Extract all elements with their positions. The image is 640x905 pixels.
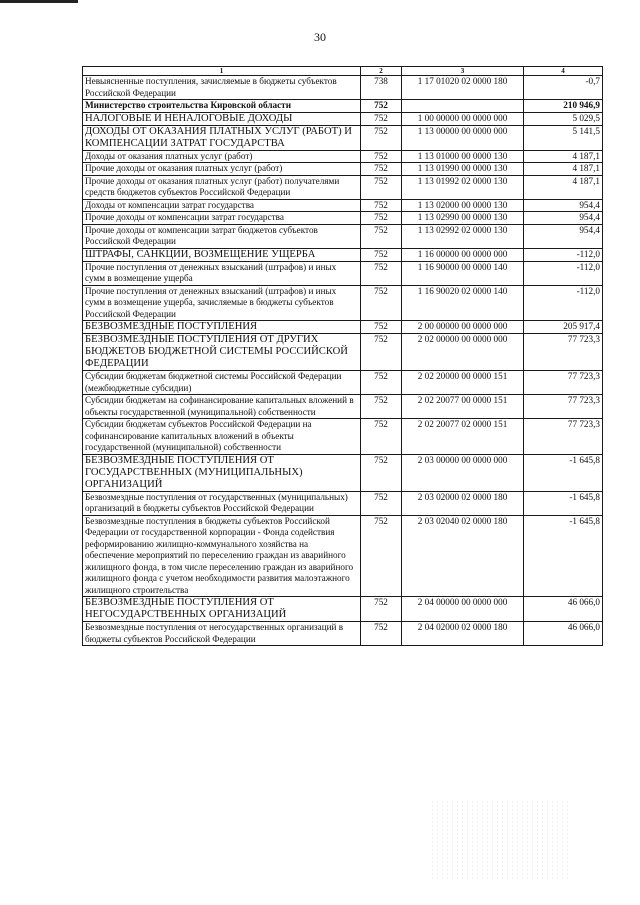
row-admin-code-cell: 752 [361, 248, 402, 261]
row-admin-code-cell: 752 [361, 100, 402, 113]
table-row [83, 285, 603, 321]
row-amount-cell: -112,0 [524, 285, 603, 321]
row-name-cell: Безвозмездные поступления от государственных (муниципальных) организаций в бюджеты субъектов Российской Федерации [83, 491, 361, 515]
row-amount-cell: 46 066,0 [524, 597, 603, 622]
page-number: 30 [314, 30, 326, 44]
row-amount-cell: 4 187,1 [524, 163, 603, 176]
row-name-cell: Прочие поступления от денежных взысканий (штрафов) и иных сумм в возмещение ущерба [83, 261, 361, 285]
row-name-cell: Прочие доходы от компенсации затрат государства [83, 212, 361, 225]
row-admin-code-cell: 752 [361, 371, 402, 395]
row-amount-cell: -1 645,8 [524, 491, 603, 515]
row-admin-code-cell: 752 [361, 261, 402, 285]
row-budget-code-cell: 1 13 01992 02 0000 130 [402, 175, 524, 199]
scan-noise [430, 800, 570, 880]
table-row [83, 112, 603, 125]
table-row [83, 224, 603, 248]
row-budget-code-cell: 1 17 01020 02 0000 180 [402, 76, 524, 100]
table-row [83, 248, 603, 261]
row-budget-code-cell [402, 100, 524, 113]
row-budget-code-cell: 2 04 00000 00 0000 000 [402, 597, 524, 622]
row-budget-code-cell: 1 13 01990 00 0000 130 [402, 163, 524, 176]
row-admin-code-cell: 752 [361, 150, 402, 163]
row-budget-code-cell: 2 02 20000 00 0000 151 [402, 371, 524, 395]
row-budget-code-cell: 2 04 02000 02 0000 180 [402, 622, 524, 646]
row-admin-code-cell: 752 [361, 175, 402, 199]
row-admin-code-cell: 752 [361, 419, 402, 455]
table-row [83, 125, 603, 150]
row-admin-code-cell: 752 [361, 622, 402, 646]
row-amount-cell: -0,7 [524, 76, 603, 100]
column-header: 3 [402, 67, 524, 76]
table-row [83, 515, 603, 597]
row-admin-code-cell: 752 [361, 321, 402, 334]
row-amount-cell: -112,0 [524, 261, 603, 285]
row-budget-code-cell: 2 00 00000 00 0000 000 [402, 321, 524, 334]
row-budget-code-cell: 1 16 90020 02 0000 140 [402, 285, 524, 321]
row-budget-code-cell: 2 02 20077 02 0000 151 [402, 419, 524, 455]
row-amount-cell: 954,4 [524, 212, 603, 225]
row-budget-code-cell: 2 02 20077 00 0000 151 [402, 395, 524, 419]
row-amount-cell: 954,4 [524, 199, 603, 212]
column-header: 1 [83, 67, 361, 76]
table-row [83, 597, 603, 622]
row-admin-code-cell: 752 [361, 224, 402, 248]
row-name-cell: Невыясненные поступления, зачисляемые в бюджеты субъектов Российской Федерации [83, 76, 361, 100]
row-amount-cell: 77 723,3 [524, 334, 603, 371]
row-name-cell: Субсидии бюджетам на софинансирование капитальных вложений в объекты государственной (муниципальной) собственности [83, 395, 361, 419]
table-row [83, 321, 603, 334]
table-row [83, 163, 603, 176]
table-row [83, 395, 603, 419]
row-admin-code-cell: 752 [361, 395, 402, 419]
revenue-table [82, 66, 603, 646]
table-row [83, 175, 603, 199]
row-name-cell: БЕЗВОЗМЕЗДНЫЕ ПОСТУПЛЕНИЯ [83, 321, 361, 334]
row-admin-code-cell: 752 [361, 515, 402, 597]
row-admin-code-cell: 752 [361, 597, 402, 622]
table-row [83, 454, 603, 491]
row-amount-cell: -1 645,8 [524, 515, 603, 597]
table-body [83, 76, 603, 646]
table-row [83, 419, 603, 455]
row-budget-code-cell: 1 13 02000 00 0000 130 [402, 199, 524, 212]
row-admin-code-cell: 752 [361, 454, 402, 491]
row-name-cell: ДОХОДЫ ОТ ОКАЗАНИЯ ПЛАТНЫХ УСЛУГ (РАБОТ) И КОМПЕНСАЦИИ ЗАТРАТ ГОСУДАРСТВА [83, 125, 361, 150]
table-header-row [83, 67, 603, 76]
row-budget-code-cell: 1 16 00000 00 0000 000 [402, 248, 524, 261]
row-budget-code-cell: 2 02 00000 00 0000 000 [402, 334, 524, 371]
row-amount-cell: 205 917,4 [524, 321, 603, 334]
row-admin-code-cell: 752 [361, 112, 402, 125]
table-row [83, 371, 603, 395]
row-budget-code-cell: 2 03 02040 02 0000 180 [402, 515, 524, 597]
table-row [83, 261, 603, 285]
table-row [83, 334, 603, 371]
row-amount-cell: 4 187,1 [524, 175, 603, 199]
table-row [83, 622, 603, 646]
row-name-cell: Прочие доходы от оказания платных услуг (работ) получателями средств бюджетов субъектов Российской Федерации [83, 175, 361, 199]
top-rule [0, 0, 78, 3]
row-name-cell: Доходы от компенсации затрат государства [83, 199, 361, 212]
row-name-cell: Прочие доходы от оказания платных услуг (работ) [83, 163, 361, 176]
row-amount-cell: 46 066,0 [524, 622, 603, 646]
row-budget-code-cell: 1 13 02992 02 0000 130 [402, 224, 524, 248]
table-row [83, 100, 603, 113]
row-name-cell: Прочие доходы от компенсации затрат бюджетов субъектов Российской Федерации [83, 224, 361, 248]
row-amount-cell: 4 187,1 [524, 150, 603, 163]
row-admin-code-cell: 738 [361, 76, 402, 100]
column-header: 4 [524, 67, 603, 76]
row-admin-code-cell: 752 [361, 125, 402, 150]
row-amount-cell: 954,4 [524, 224, 603, 248]
table-row [83, 199, 603, 212]
row-amount-cell: 5 029,5 [524, 112, 603, 125]
row-name-cell: Министерство строительства Кировской области [83, 100, 361, 113]
row-name-cell: НАЛОГОВЫЕ И НЕНАЛОГОВЫЕ ДОХОДЫ [83, 112, 361, 125]
row-name-cell: Субсидии бюджетам субъектов Российской Федерации на софинансирование капитальных вложений в объекты государственной (муниципальной) собственности [83, 419, 361, 455]
table-row [83, 150, 603, 163]
row-amount-cell: 5 141,5 [524, 125, 603, 150]
row-name-cell: БЕЗВОЗМЕЗДНЫЕ ПОСТУПЛЕНИЯ ОТ ГОСУДАРСТВЕННЫХ (МУНИЦИПАЛЬНЫХ) ОРГАНИЗАЦИЙ [83, 454, 361, 491]
column-header: 2 [361, 67, 402, 76]
row-name-cell: Прочие поступления от денежных взысканий (штрафов) и иных сумм в возмещение ущерба, зачисляемые в бюджеты субъектов Российской Федерации [83, 285, 361, 321]
row-amount-cell: 77 723,3 [524, 371, 603, 395]
table-row [83, 76, 603, 100]
row-name-cell: Субсидии бюджетам бюджетной системы Российской Федерации (межбюджетные субсидии) [83, 371, 361, 395]
row-amount-cell: -112,0 [524, 248, 603, 261]
row-budget-code-cell: 2 03 00000 00 0000 000 [402, 454, 524, 491]
row-budget-code-cell: 1 00 00000 00 0000 000 [402, 112, 524, 125]
row-admin-code-cell: 752 [361, 212, 402, 225]
table-row [83, 491, 603, 515]
row-amount-cell: 77 723,3 [524, 419, 603, 455]
row-admin-code-cell: 752 [361, 199, 402, 212]
row-name-cell: БЕЗВОЗМЕЗДНЫЕ ПОСТУПЛЕНИЯ ОТ НЕГОСУДАРСТВЕННЫХ ОРГАНИЗАЦИЙ [83, 597, 361, 622]
row-name-cell: Доходы от оказания платных услуг (работ) [83, 150, 361, 163]
row-budget-code-cell: 1 13 01000 00 0000 130 [402, 150, 524, 163]
row-admin-code-cell: 752 [361, 163, 402, 176]
row-name-cell: Безвозмездные поступления от негосударственных организаций в бюджеты субъектов Российской Федерации [83, 622, 361, 646]
row-budget-code-cell: 1 13 00000 00 0000 000 [402, 125, 524, 150]
row-amount-cell: 77 723,3 [524, 395, 603, 419]
row-admin-code-cell: 752 [361, 334, 402, 371]
row-budget-code-cell: 1 13 02990 00 0000 130 [402, 212, 524, 225]
row-amount-cell: 210 946,9 [524, 100, 603, 113]
row-admin-code-cell: 752 [361, 491, 402, 515]
row-amount-cell: -1 645,8 [524, 454, 603, 491]
row-budget-code-cell: 1 16 90000 00 0000 140 [402, 261, 524, 285]
row-name-cell: ШТРАФЫ, САНКЦИИ, ВОЗМЕЩЕНИЕ УЩЕРБА [83, 248, 361, 261]
row-admin-code-cell: 752 [361, 285, 402, 321]
table-row [83, 212, 603, 225]
row-name-cell: БЕЗВОЗМЕЗДНЫЕ ПОСТУПЛЕНИЯ ОТ ДРУГИХ БЮДЖЕТОВ БЮДЖЕТНОЙ СИСТЕМЫ РОССИЙСКОЙ ФЕДЕРАЦИИ [83, 334, 361, 371]
row-budget-code-cell: 2 03 02000 02 0000 180 [402, 491, 524, 515]
row-name-cell: Безвозмездные поступления в бюджеты субъектов Российской Федерации от государственной корпорации - Фонда содействия реформированию жилищно-коммунального хозяйства на обеспечение мероприятий по переселению граждан из аварийного жилищного фонда, в том числе переселению граждан из аварийного жилищного фонда с учетом необходимости развития малоэтажного жилищного строительства [83, 515, 361, 597]
